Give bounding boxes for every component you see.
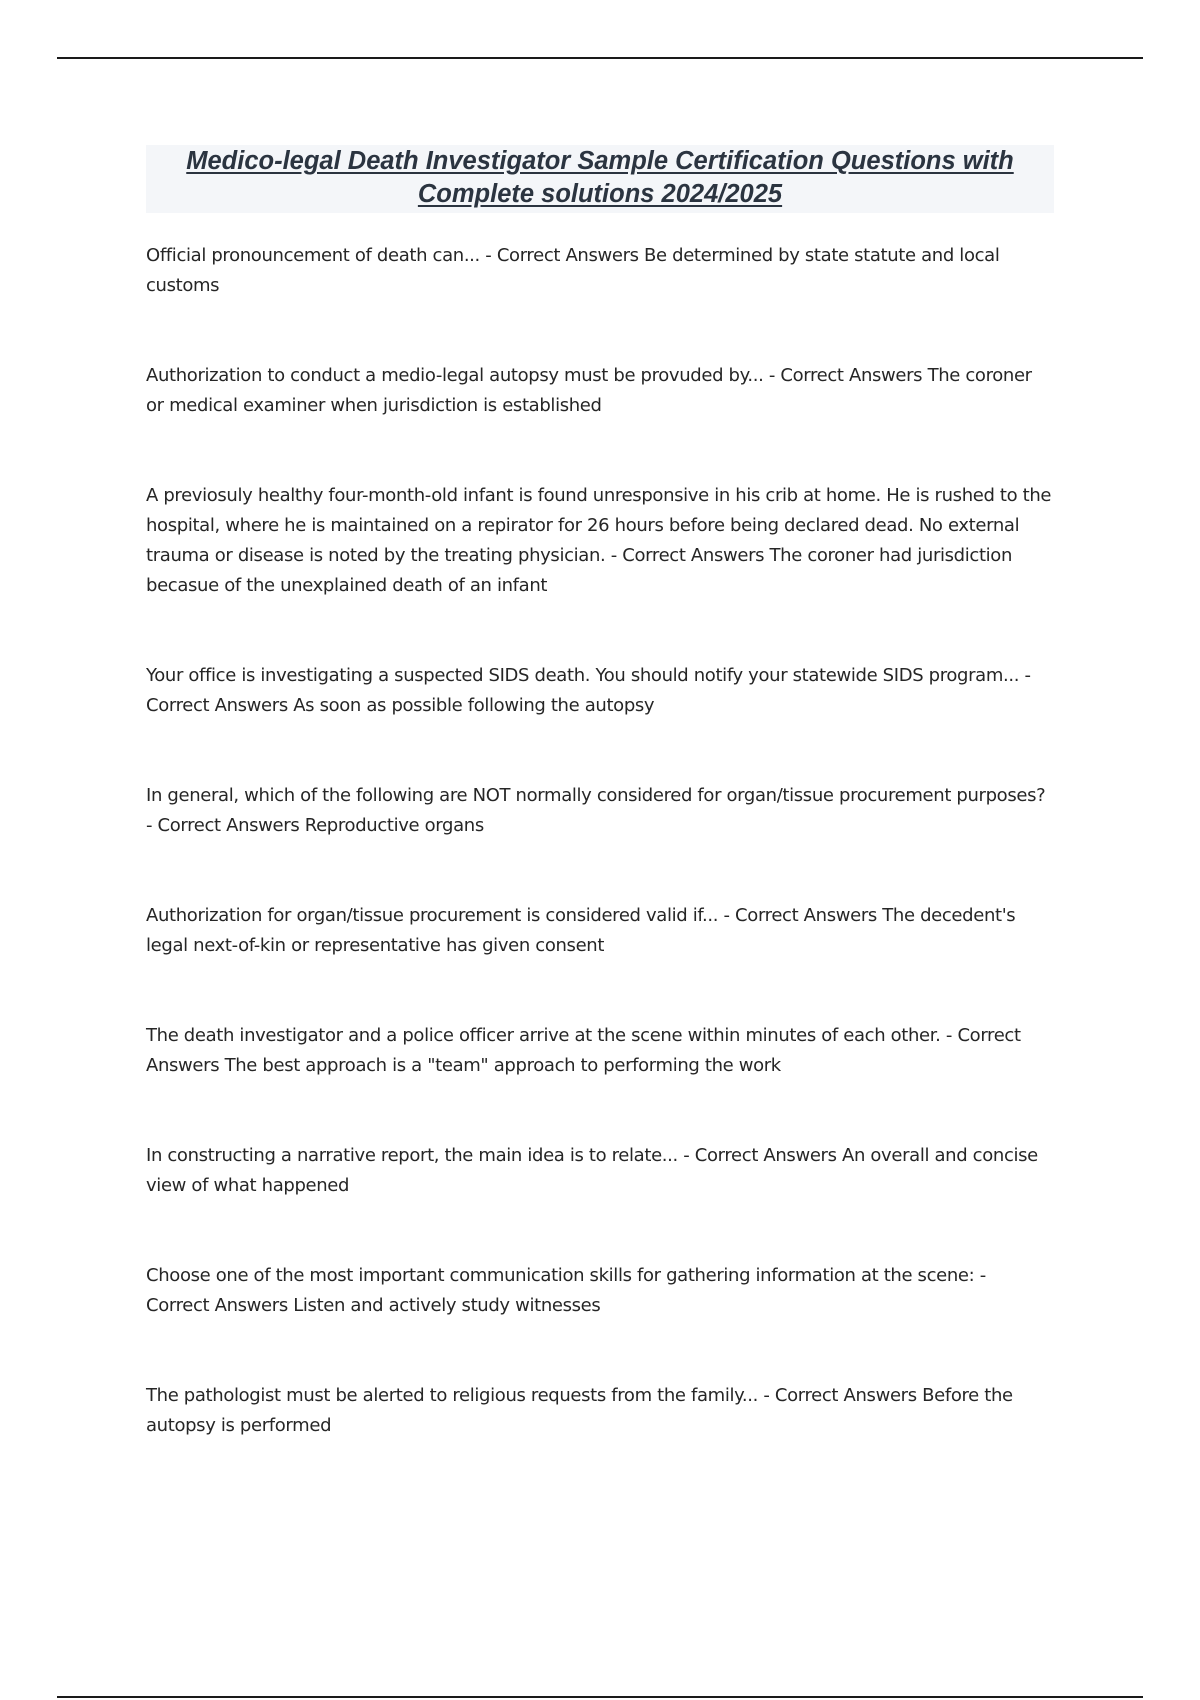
qa-item: A previosuly healthy four-month-old infant is found unresponsive in his crib at home. He is rushed to the hospital, where he is maintained on a repirator for 26 hours before being declared dead. No external trauma or disease is noted by the treating physician. - Correct Answers The coroner had jurisdiction becasue of the unexplained death of an infant xyxy=(146,485,1052,596)
document-body xyxy=(146,145,1054,1441)
qa-item: Authorization to conduct a medio-legal autopsy must be provuded by... - Correct Answers The coroner or medical examiner when jurisdiction is established xyxy=(146,365,1032,416)
qa-item: The death investigator and a police officer arrive at the scene within minutes of each other. - Correct Answers The best approach is a "team" approach to performing the work xyxy=(146,1025,1021,1076)
qa-item: Choose one of the most important communication skills for gathering information at the scene: - Correct Answers Listen and actively study witnesses xyxy=(146,1265,986,1316)
qa-item: Authorization for organ/tissue procurement is considered valid if... - Correct Answers The decedent's legal next-of-kin or representative has given consent xyxy=(146,905,1016,956)
qa-item: In constructing a narrative report, the main idea is to relate... - Correct Answers An overall and concise view of what happened xyxy=(146,1145,1038,1196)
question-answer-list xyxy=(146,241,1054,1441)
qa-item: Your office is investigating a suspected SIDS death. You should notify your statewide SIDS program... - Correct Answers As soon as possible following the autopsy xyxy=(146,665,1031,716)
page-top-rule xyxy=(57,57,1143,59)
document-title: Medico-legal Death Investigator Sample Certification Questions with Complete solutions 2024/2025 xyxy=(186,147,1014,208)
qa-item: The pathologist must be alerted to religious requests from the family... - Correct Answers Before the autopsy is performed xyxy=(146,1385,1013,1436)
qa-item: In general, which of the following are NOT normally considered for organ/tissue procurement purposes? - Correct Answers Reproductive organs xyxy=(146,785,1046,836)
page-bottom-rule xyxy=(57,1696,1143,1698)
title-banner xyxy=(146,145,1054,213)
qa-item: Official pronouncement of death can... - Correct Answers Be determined by state statute and local customs xyxy=(146,245,1000,296)
